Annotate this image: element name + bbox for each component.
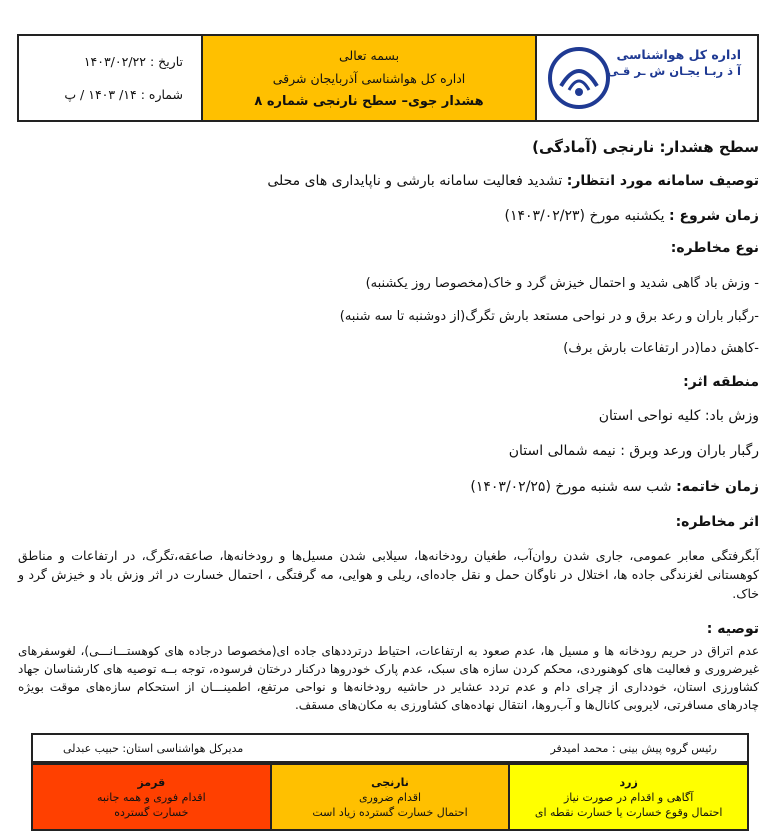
- start-time-label: زمان شروع :: [668, 208, 759, 224]
- logo-box: [535, 36, 757, 120]
- system-line: [267, 173, 759, 189]
- level-yellow-impact: احتمال وقوع خسارت یا خسارت نقطه ای: [534, 805, 723, 819]
- logo-text-line-1: اداره کل هواشناسی: [616, 47, 741, 62]
- hazard-item-2: -رگبار باران و رعد برق و در نواحی مستعد بارش تگرگ(از دوشنبه تا سه شنبه): [339, 309, 759, 324]
- effects-text: آبگرفتگی معابر عمومی، جاری شدن روان‌آب، طغیان رودخانه‌ها، سیلابی شدن مسیل‌ها و رودخانه‌ها، صاعقه،تگرگ، در ارتفاعات و مناطق کوهستانی لغزندگی جاده ها، اختلال در ناوگان حمل و نقل جاده‌ای، ریلی و هوایی، مه گرفتگی ، احتمال خسارت در اثر وزش باد و خیزش گرد و خاک.: [18, 548, 759, 601]
- warning-level-label: سطح هشدار:: [659, 138, 759, 156]
- end-time-value: شب سه شنبه مورخ (۱۴۰۳/۰۲/۲۵): [470, 479, 672, 495]
- level-orange-name: نارنجی: [371, 775, 409, 789]
- level-orange-action: اقدام ضروری: [358, 790, 422, 804]
- level-red: [33, 765, 270, 829]
- organization-name: اداره کل هواشناسی آذربایجان شرقی: [272, 70, 466, 86]
- warning-level-line: [532, 138, 759, 156]
- warning-levels-legend: [31, 763, 749, 831]
- advice-label: توصیه :: [706, 621, 759, 637]
- level-red-impact: خسارت گسترده: [114, 805, 189, 819]
- basmala: بسمه تعالی: [338, 47, 400, 63]
- hazard-item-3: -کاهش دما(در ارتفاعات بارش برف): [563, 341, 759, 356]
- warning-level-value: نارنجی (آمادگی): [532, 138, 655, 156]
- start-time-line: [504, 208, 759, 224]
- start-time-value: یکشنبه مورخ (۱۴۰۳/۰۲/۲۳): [504, 208, 665, 224]
- area-item-1: وزش باد: کلیه نواحی استان: [598, 408, 759, 424]
- logo-text: [601, 46, 741, 80]
- director-signature: مدیرکل هواشناسی استان: حبیب عبدلی: [63, 741, 244, 755]
- level-red-name: قرمز: [137, 775, 166, 789]
- level-red-action: اقدام فوری و همه جانبه: [97, 790, 206, 804]
- document-header: [17, 34, 759, 122]
- end-time-label: زمان خاتمه:: [676, 479, 759, 495]
- header-title-box: [201, 36, 535, 120]
- hazards-label: نوع مخاطره:: [670, 240, 759, 256]
- system-label: توصیف سامانه مورد انتظار:: [566, 173, 759, 189]
- header-meta-box: [19, 36, 201, 120]
- area-item-2: رگبار باران ورعد وبرق : نیمه شمالی استان: [508, 443, 759, 459]
- end-time-line: [470, 479, 759, 495]
- signature-row: [31, 733, 749, 763]
- level-yellow: [508, 765, 747, 829]
- logo-text-line-2: آ ذ ربـا یجـان ش ـر قـی: [607, 64, 741, 78]
- area-label: منطقه اثر:: [683, 374, 759, 390]
- level-orange-impact: احتمال خسارت گسترده زیاد است: [312, 805, 468, 819]
- level-yellow-action: آگاهی و اقدام در صورت نیاز: [564, 790, 694, 804]
- hazard-item-1: - وزش باد گاهی شدید و احتمال خیزش گرد و خاک(مخصوصا روز یکشنبه): [365, 276, 759, 291]
- level-yellow-name: زرد: [619, 775, 638, 789]
- document-number: شماره : ۱۴/ ۱۴۰۳ / پ: [64, 87, 183, 102]
- warning-title: هشدار جوی– سطح نارنجی شماره ۸: [254, 93, 484, 109]
- document-date: تاریخ : ۱۴۰۳/۰۲/۲۲: [83, 54, 183, 69]
- forecast-head-signature: رئیس گروه پیش بینی : محمد امیدفر: [550, 741, 717, 755]
- level-orange: [270, 765, 509, 829]
- effects-label: اثر مخاطره:: [675, 514, 759, 530]
- system-value: تشدید فعالیت سامانه بارشی و ناپایداری های محلی: [267, 173, 563, 189]
- advice-text: عدم اتراق در حریم رودخانه ها و مسیل ها، عدم صعود به ارتفاعات، احتیاط درترددهای جاده ای(مخصوصا درجاده های کوهستـــانـــی)، لغوسفرهای غیرضروری و فعالیت های کوهنوردی، محکم کردن سازه های سبک، عدم پارک خودروها درکنار درختان فرسوده، توجه بــه توصیه های کارشناسان جهاد کشاورزی استان، خودداری از چرای دام و عدم تردد عشایر در حاشیه رودخانه‌ها و نواحی مرتفع، اطمینـــان از استحکام سازه‌های موقت بویژه چادرهای مسافرتی، لایروبی کانال‌ها و آب‌روها، انتقال نهاده‌های کشاورزی به مکان‌های مسقف.: [18, 644, 759, 712]
